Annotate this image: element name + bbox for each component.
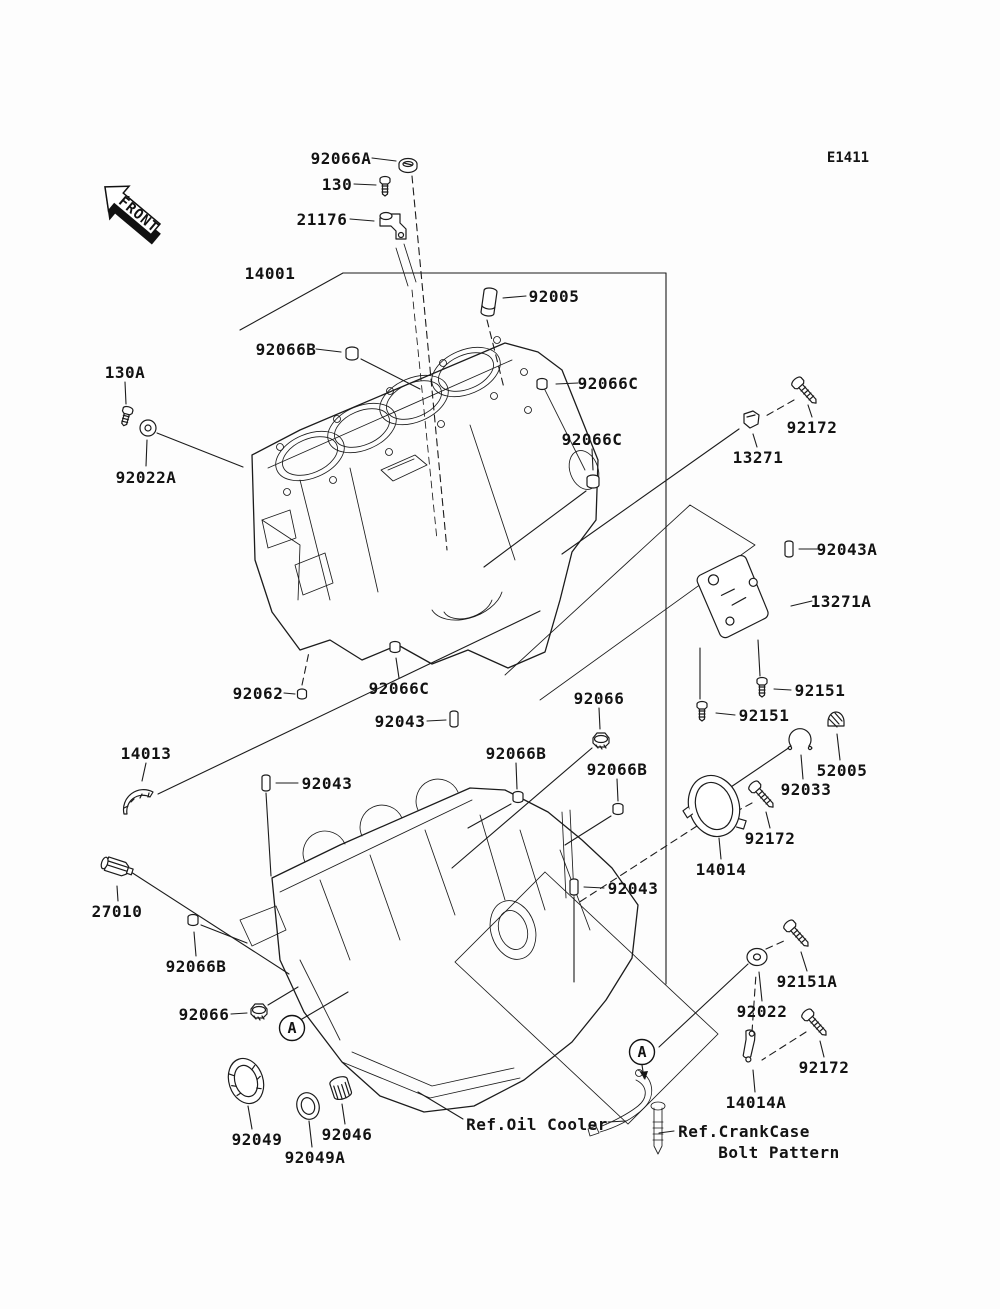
leader-line	[302, 652, 309, 685]
leader-line	[753, 434, 757, 447]
leader-line	[716, 713, 735, 715]
leader-line	[820, 1041, 824, 1057]
leader-line	[309, 1121, 312, 1147]
leader-lines-layer	[117, 158, 840, 1147]
part-label: 92151	[794, 681, 846, 700]
leader-line	[302, 992, 348, 1019]
plug-icon	[587, 475, 599, 488]
bolt-s-icon	[380, 177, 390, 197]
part-label: 92022A	[115, 468, 177, 487]
washer-flat-icon	[747, 949, 767, 966]
dipstick-tube	[396, 244, 416, 286]
part-label: 92066B	[255, 340, 317, 359]
leader-line	[427, 720, 446, 721]
washer-icon	[140, 420, 156, 436]
cylinder-bores	[268, 338, 507, 491]
switch-icon	[100, 855, 135, 878]
part-label: 21176	[296, 210, 348, 229]
capnut-icon	[828, 712, 844, 727]
clamp-icon	[744, 411, 759, 428]
pin-icon	[570, 879, 578, 895]
part-label: 92066B	[485, 744, 547, 763]
view-marker-label: A	[637, 1043, 647, 1061]
leader-line	[837, 734, 840, 760]
bearing-icon	[329, 1075, 353, 1101]
front-arrow	[90, 175, 171, 252]
part-label: Ref.CrankCase	[678, 1122, 810, 1141]
leader-line	[468, 804, 511, 828]
leader-line	[659, 964, 748, 1047]
leader-line	[146, 440, 147, 466]
part-label: 92062	[232, 684, 284, 703]
pin-icon	[262, 775, 270, 791]
tube-icon	[481, 287, 498, 317]
sensor-icon	[380, 213, 406, 240]
part-label: 92066C	[561, 430, 623, 449]
part-label: 130A	[104, 363, 146, 382]
case-ribs	[240, 810, 590, 1098]
dipstick-path	[412, 290, 437, 540]
leader-line	[791, 601, 812, 606]
part-label: 92043	[301, 774, 353, 793]
part-label: 13271A	[810, 592, 872, 611]
cap-icon	[399, 159, 417, 173]
front-label: FRONT	[115, 193, 162, 237]
leader-line	[412, 176, 447, 550]
part-label: 92005	[528, 287, 580, 306]
leader-line	[516, 763, 517, 789]
part-label: 92172	[744, 829, 796, 848]
plug-icon	[346, 347, 358, 360]
part-label: 92022	[736, 1002, 788, 1021]
plug-s-icon	[188, 915, 198, 926]
part-label: 92043	[374, 712, 426, 731]
part-label: 92033	[780, 780, 832, 799]
bolt-l-icon	[747, 779, 777, 811]
part-label: 92066A	[310, 149, 372, 168]
part-label: 92043A	[816, 540, 878, 559]
part-label: 92172	[798, 1058, 850, 1077]
leader-line	[592, 449, 593, 470]
leader-line	[556, 383, 578, 384]
leader-line	[759, 972, 762, 1001]
part-label: 27010	[91, 902, 143, 921]
leader-line	[659, 1131, 674, 1133]
clip-icon	[788, 729, 812, 750]
pin-icon	[785, 541, 793, 557]
part-label: 92066B	[165, 957, 227, 976]
seal-icon	[223, 1054, 270, 1108]
plate-icon	[694, 552, 772, 641]
bolt-pattern-plane	[455, 872, 718, 1124]
leader-line	[125, 382, 126, 404]
leader-line	[372, 158, 396, 161]
leader-line	[503, 296, 526, 298]
part-label: 92046	[321, 1125, 373, 1144]
part-label: 92066	[573, 689, 625, 708]
bolt-s-icon	[697, 702, 707, 722]
leader-line	[268, 987, 298, 1005]
leader-line	[766, 812, 770, 828]
part-label: 92151A	[776, 972, 838, 991]
leader-line	[758, 640, 760, 676]
part-label: 92066C	[368, 679, 430, 698]
view-marker-label: A	[287, 1019, 297, 1037]
leader-line	[608, 1121, 626, 1122]
bolt-l-icon	[800, 1007, 830, 1039]
nut-icon	[251, 1004, 267, 1020]
bolt-s-icon	[119, 406, 134, 427]
leader-line	[350, 219, 374, 221]
leader-line	[617, 779, 618, 801]
leader-line	[231, 1013, 247, 1014]
bolt-s-icon	[757, 678, 767, 698]
leader-line	[452, 748, 592, 868]
plug-s-icon	[513, 792, 523, 803]
leader-line	[801, 755, 803, 779]
part-label: 92066B	[586, 760, 648, 779]
lower-block-outline	[272, 788, 638, 1112]
leader-line	[248, 1106, 252, 1129]
clamp2-icon	[737, 1029, 761, 1063]
part-label: 130	[321, 175, 353, 194]
leader-line	[361, 359, 420, 389]
leader-line	[565, 816, 611, 845]
leader-line	[284, 693, 295, 694]
head-bolt-holes	[277, 337, 532, 496]
halfring-icon	[124, 790, 153, 814]
mating-edge	[280, 800, 472, 892]
leader-line	[342, 1104, 345, 1124]
cam-chain-window	[381, 455, 427, 481]
leader-line	[808, 405, 812, 417]
leader-line	[774, 689, 791, 690]
part-label: Ref.Oil Cooler	[466, 1115, 608, 1134]
part-label: 13271	[732, 448, 784, 467]
leader-line	[117, 886, 118, 901]
part-label: 14014	[695, 860, 747, 879]
part-label: 92049	[231, 1130, 283, 1149]
plug-s-icon	[613, 804, 623, 815]
leader-line	[194, 932, 196, 956]
diagram-code: E1411	[826, 150, 870, 166]
view-markers-layer	[280, 1016, 655, 1065]
part-label: 92151	[738, 706, 790, 725]
leader-line	[487, 320, 504, 388]
leader-line	[764, 400, 794, 417]
pin-icon	[450, 711, 458, 727]
leader-line	[142, 763, 146, 781]
part-label: 92043	[607, 879, 659, 898]
seal-s-icon	[293, 1090, 322, 1122]
part-label: 14013	[120, 744, 172, 763]
leader-line	[753, 1070, 755, 1092]
leader-line	[599, 708, 600, 729]
nut-icon	[593, 733, 609, 749]
leader-line	[801, 952, 807, 971]
leader-line	[157, 433, 243, 467]
bolt-l-icon	[782, 918, 812, 950]
ref-bolt-drawing	[651, 1102, 665, 1154]
leader-line	[719, 838, 721, 859]
leader-line	[354, 184, 376, 185]
leader-line	[266, 793, 271, 876]
leader-line	[396, 658, 399, 678]
bolt-l-icon	[790, 375, 820, 407]
part-label: 92066C	[577, 374, 639, 393]
plug-s-icon	[390, 642, 400, 653]
plug-s-icon	[537, 379, 547, 390]
dowel-icon	[298, 689, 307, 699]
part-label: Bolt Pattern	[718, 1143, 840, 1162]
part-label: 92172	[786, 418, 838, 437]
part-label: 14001	[244, 264, 296, 283]
leader-line	[158, 611, 540, 794]
leader-line	[201, 925, 247, 943]
part-label: 52005	[816, 761, 868, 780]
leader-line	[766, 940, 786, 949]
leader-line	[762, 1032, 806, 1060]
upper-crankcase-drawing	[252, 244, 755, 700]
part-label: 92049A	[284, 1148, 346, 1167]
leader-line	[316, 349, 341, 352]
deck-edge	[268, 360, 512, 468]
part-label: 14014A	[725, 1093, 787, 1112]
part-label: 92066	[178, 1005, 230, 1024]
